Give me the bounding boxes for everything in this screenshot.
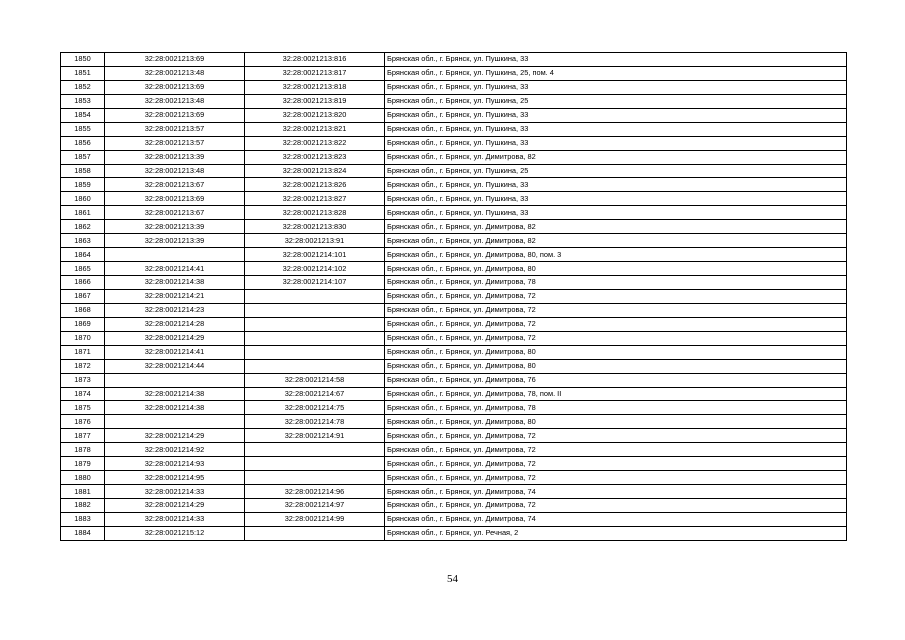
parcel-number-cell: 32:28:0021213:39 xyxy=(105,150,245,164)
table-row xyxy=(61,512,847,526)
table-row xyxy=(61,94,847,108)
table-row xyxy=(61,373,847,387)
object-number-cell: 32:28:0021214:96 xyxy=(245,485,385,499)
table-row xyxy=(61,387,847,401)
row-number-cell: 1878 xyxy=(61,443,105,457)
object-number-cell: 32:28:0021214:107 xyxy=(245,276,385,290)
parcel-number-cell: 32:28:0021214:21 xyxy=(105,289,245,303)
parcel-number-cell: 32:28:0021213:39 xyxy=(105,234,245,248)
parcel-number-cell: 32:28:0021214:44 xyxy=(105,359,245,373)
address-cell: Брянская обл., г. Брянск, ул. Димитрова, 80 xyxy=(385,262,847,276)
address-cell: Брянская обл., г. Брянск, ул. Димитрова, 82 xyxy=(385,220,847,234)
address-cell: Брянская обл., г. Брянск, ул. Димитрова, 72 xyxy=(385,289,847,303)
address-cell: Брянская обл., г. Брянск, ул. Речная, 2 xyxy=(385,526,847,540)
row-number-cell: 1874 xyxy=(61,387,105,401)
registry-table xyxy=(60,52,847,541)
address-cell: Брянская обл., г. Брянск, ул. Димитрова, 72 xyxy=(385,471,847,485)
object-number-cell: 32:28:0021213:828 xyxy=(245,206,385,220)
table-row xyxy=(61,471,847,485)
parcel-number-cell: 32:28:0021213:39 xyxy=(105,220,245,234)
object-number-cell: 32:28:0021213:823 xyxy=(245,150,385,164)
address-cell: Брянская обл., г. Брянск, ул. Димитрова, 72 xyxy=(385,457,847,471)
row-number-cell: 1864 xyxy=(61,248,105,262)
object-number-cell xyxy=(245,443,385,457)
table-row xyxy=(61,66,847,80)
object-number-cell: 32:28:0021213:826 xyxy=(245,178,385,192)
row-number-cell: 1854 xyxy=(61,108,105,122)
row-number-cell: 1859 xyxy=(61,178,105,192)
parcel-number-cell: 32:28:0021214:38 xyxy=(105,387,245,401)
row-number-cell: 1862 xyxy=(61,220,105,234)
row-number-cell: 1884 xyxy=(61,526,105,540)
address-cell: Брянская обл., г. Брянск, ул. Димитрова, 74 xyxy=(385,485,847,499)
row-number-cell: 1851 xyxy=(61,66,105,80)
object-number-cell xyxy=(245,471,385,485)
table-row xyxy=(61,53,847,67)
row-number-cell: 1852 xyxy=(61,80,105,94)
object-number-cell: 32:28:0021213:818 xyxy=(245,80,385,94)
table-row xyxy=(61,457,847,471)
object-number-cell: 32:28:0021214:101 xyxy=(245,248,385,262)
object-number-cell: 32:28:0021213:822 xyxy=(245,136,385,150)
parcel-number-cell: 32:28:0021213:48 xyxy=(105,66,245,80)
table-row xyxy=(61,499,847,513)
address-cell: Брянская обл., г. Брянск, ул. Димитрова, 72 xyxy=(385,443,847,457)
row-number-cell: 1866 xyxy=(61,276,105,290)
table-row xyxy=(61,206,847,220)
table-row xyxy=(61,150,847,164)
parcel-number-cell: 32:28:0021213:57 xyxy=(105,122,245,136)
object-number-cell: 32:28:0021213:817 xyxy=(245,66,385,80)
object-number-cell: 32:28:0021213:824 xyxy=(245,164,385,178)
parcel-number-cell: 32:28:0021215:12 xyxy=(105,526,245,540)
parcel-number-cell: 32:28:0021213:69 xyxy=(105,192,245,206)
address-cell: Брянская обл., г. Брянск, ул. Пушкина, 33 xyxy=(385,136,847,150)
parcel-number-cell: 32:28:0021213:69 xyxy=(105,108,245,122)
table-row xyxy=(61,192,847,206)
object-number-cell xyxy=(245,289,385,303)
object-number-cell xyxy=(245,317,385,331)
parcel-number-cell: 32:28:0021213:48 xyxy=(105,164,245,178)
row-number-cell: 1883 xyxy=(61,512,105,526)
row-number-cell: 1881 xyxy=(61,485,105,499)
parcel-number-cell: 32:28:0021213:48 xyxy=(105,94,245,108)
row-number-cell: 1858 xyxy=(61,164,105,178)
table-row xyxy=(61,526,847,540)
page-number: 54 xyxy=(447,573,458,585)
object-number-cell xyxy=(245,331,385,345)
address-cell: Брянская обл., г. Брянск, ул. Димитрова, 82 xyxy=(385,234,847,248)
address-cell: Брянская обл., г. Брянск, ул. Димитрова, 72 xyxy=(385,317,847,331)
parcel-number-cell: 32:28:0021214:23 xyxy=(105,303,245,317)
object-number-cell: 32:28:0021214:99 xyxy=(245,512,385,526)
parcel-number-cell: 32:28:0021214:33 xyxy=(105,485,245,499)
address-cell: Брянская обл., г. Брянск, ул. Димитрова, 82 xyxy=(385,150,847,164)
row-number-cell: 1850 xyxy=(61,53,105,67)
address-cell: Брянская обл., г. Брянск, ул. Пушкина, 33 xyxy=(385,53,847,67)
parcel-number-cell: 32:28:0021214:41 xyxy=(105,262,245,276)
row-number-cell: 1863 xyxy=(61,234,105,248)
table-row xyxy=(61,303,847,317)
object-number-cell: 32:28:0021213:816 xyxy=(245,53,385,67)
parcel-number-cell xyxy=(105,373,245,387)
parcel-number-cell: 32:28:0021214:29 xyxy=(105,499,245,513)
registry-table-body xyxy=(61,53,847,541)
object-number-cell xyxy=(245,457,385,471)
row-number-cell: 1876 xyxy=(61,415,105,429)
table-row xyxy=(61,317,847,331)
address-cell: Брянская обл., г. Брянск, ул. Пушкина, 33 xyxy=(385,206,847,220)
table-row xyxy=(61,359,847,373)
table-row xyxy=(61,289,847,303)
table-row xyxy=(61,178,847,192)
address-cell: Брянская обл., г. Брянск, ул. Димитрова, 80 xyxy=(385,359,847,373)
object-number-cell: 32:28:0021213:91 xyxy=(245,234,385,248)
row-number-cell: 1856 xyxy=(61,136,105,150)
address-cell: Брянская обл., г. Брянск, ул. Пушкина, 25 xyxy=(385,164,847,178)
object-number-cell: 32:28:0021214:97 xyxy=(245,499,385,513)
parcel-number-cell: 32:28:0021214:41 xyxy=(105,345,245,359)
object-number-cell: 32:28:0021214:75 xyxy=(245,401,385,415)
row-number-cell: 1853 xyxy=(61,94,105,108)
address-cell: Брянская обл., г. Брянск, ул. Пушкина, 25, пом. 4 xyxy=(385,66,847,80)
parcel-number-cell: 32:28:0021214:29 xyxy=(105,429,245,443)
row-number-cell: 1877 xyxy=(61,429,105,443)
object-number-cell xyxy=(245,303,385,317)
row-number-cell: 1875 xyxy=(61,401,105,415)
row-number-cell: 1872 xyxy=(61,359,105,373)
table-row xyxy=(61,108,847,122)
parcel-number-cell: 32:28:0021213:69 xyxy=(105,53,245,67)
table-row xyxy=(61,485,847,499)
parcel-number-cell: 32:28:0021214:33 xyxy=(105,512,245,526)
parcel-number-cell: 32:28:0021213:57 xyxy=(105,136,245,150)
object-number-cell: 32:28:0021213:830 xyxy=(245,220,385,234)
row-number-cell: 1869 xyxy=(61,317,105,331)
parcel-number-cell: 32:28:0021214:38 xyxy=(105,401,245,415)
parcel-number-cell: 32:28:0021214:93 xyxy=(105,457,245,471)
object-number-cell: 32:28:0021213:820 xyxy=(245,108,385,122)
table-row xyxy=(61,136,847,150)
object-number-cell: 32:28:0021214:78 xyxy=(245,415,385,429)
table-row xyxy=(61,220,847,234)
object-number-cell xyxy=(245,359,385,373)
object-number-cell: 32:28:0021214:67 xyxy=(245,387,385,401)
row-number-cell: 1868 xyxy=(61,303,105,317)
table-row xyxy=(61,234,847,248)
address-cell: Брянская обл., г. Брянск, ул. Пушкина, 33 xyxy=(385,122,847,136)
table-row xyxy=(61,331,847,345)
address-cell: Брянская обл., г. Брянск, ул. Димитрова, 74 xyxy=(385,512,847,526)
row-number-cell: 1880 xyxy=(61,471,105,485)
address-cell: Брянская обл., г. Брянск, ул. Димитрова, 80, пом. 3 xyxy=(385,248,847,262)
row-number-cell: 1861 xyxy=(61,206,105,220)
table-row xyxy=(61,248,847,262)
table-row xyxy=(61,345,847,359)
row-number-cell: 1870 xyxy=(61,331,105,345)
parcel-number-cell: 32:28:0021214:28 xyxy=(105,317,245,331)
parcel-number-cell xyxy=(105,248,245,262)
address-cell: Брянская обл., г. Брянск, ул. Димитрова, 72 xyxy=(385,331,847,345)
address-cell: Брянская обл., г. Брянск, ул. Димитрова, 72 xyxy=(385,429,847,443)
row-number-cell: 1879 xyxy=(61,457,105,471)
address-cell: Брянская обл., г. Брянск, ул. Димитрова, 72 xyxy=(385,499,847,513)
object-number-cell xyxy=(245,526,385,540)
row-number-cell: 1865 xyxy=(61,262,105,276)
parcel-number-cell: 32:28:0021213:69 xyxy=(105,80,245,94)
row-number-cell: 1867 xyxy=(61,289,105,303)
table-row xyxy=(61,164,847,178)
table-row xyxy=(61,429,847,443)
parcel-number-cell: 32:28:0021214:95 xyxy=(105,471,245,485)
object-number-cell: 32:28:0021214:91 xyxy=(245,429,385,443)
row-number-cell: 1855 xyxy=(61,122,105,136)
table-row xyxy=(61,401,847,415)
address-cell: Брянская обл., г. Брянск, ул. Пушкина, 25 xyxy=(385,94,847,108)
parcel-number-cell: 32:28:0021213:67 xyxy=(105,178,245,192)
address-cell: Брянская обл., г. Брянск, ул. Пушкина, 33 xyxy=(385,192,847,206)
table-row xyxy=(61,415,847,429)
table-row xyxy=(61,122,847,136)
object-number-cell xyxy=(245,345,385,359)
object-number-cell: 32:28:0021213:821 xyxy=(245,122,385,136)
object-number-cell: 32:28:0021214:102 xyxy=(245,262,385,276)
row-number-cell: 1857 xyxy=(61,150,105,164)
row-number-cell: 1882 xyxy=(61,499,105,513)
parcel-number-cell: 32:28:0021213:67 xyxy=(105,206,245,220)
address-cell: Брянская обл., г. Брянск, ул. Пушкина, 33 xyxy=(385,80,847,94)
address-cell: Брянская обл., г. Брянск, ул. Димитрова, 80 xyxy=(385,345,847,359)
row-number-cell: 1860 xyxy=(61,192,105,206)
parcel-number-cell xyxy=(105,415,245,429)
table-row xyxy=(61,443,847,457)
table-row xyxy=(61,80,847,94)
parcel-number-cell: 32:28:0021214:29 xyxy=(105,331,245,345)
parcel-number-cell: 32:28:0021214:92 xyxy=(105,443,245,457)
row-number-cell: 1871 xyxy=(61,345,105,359)
address-cell: Брянская обл., г. Брянск, ул. Димитрова, 80 xyxy=(385,415,847,429)
address-cell: Брянская обл., г. Брянск, ул. Димитрова, 78 xyxy=(385,276,847,290)
parcel-number-cell: 32:28:0021214:38 xyxy=(105,276,245,290)
object-number-cell: 32:28:0021214:58 xyxy=(245,373,385,387)
address-cell: Брянская обл., г. Брянск, ул. Димитрова, 78, пом. II xyxy=(385,387,847,401)
object-number-cell: 32:28:0021213:819 xyxy=(245,94,385,108)
address-cell: Брянская обл., г. Брянск, ул. Димитрова, 76 xyxy=(385,373,847,387)
address-cell: Брянская обл., г. Брянск, ул. Пушкина, 33 xyxy=(385,108,847,122)
row-number-cell: 1873 xyxy=(61,373,105,387)
table-row xyxy=(61,262,847,276)
object-number-cell: 32:28:0021213:827 xyxy=(245,192,385,206)
address-cell: Брянская обл., г. Брянск, ул. Димитрова, 78 xyxy=(385,401,847,415)
address-cell: Брянская обл., г. Брянск, ул. Пушкина, 33 xyxy=(385,178,847,192)
table-row xyxy=(61,276,847,290)
address-cell: Брянская обл., г. Брянск, ул. Димитрова, 72 xyxy=(385,303,847,317)
